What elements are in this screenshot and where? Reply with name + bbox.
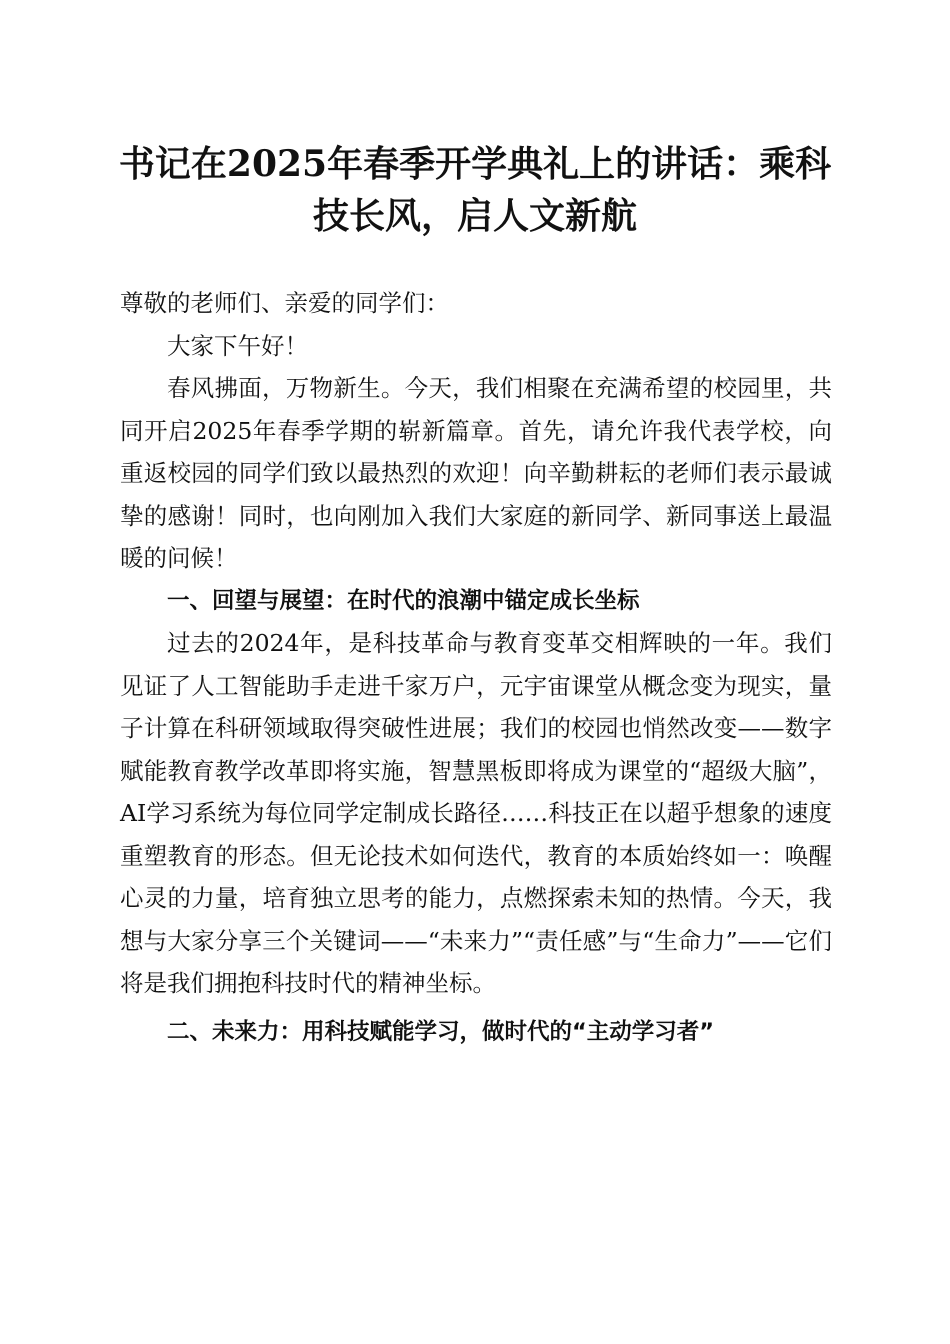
section-heading-1: 一、回望与展望：在时代的浪潮中锚定成长坐标 <box>167 587 640 614</box>
title-line-2: 技长风，启人文新航 <box>312 195 637 237</box>
salutation: 尊敬的老师们、亲爱的同学们： <box>120 289 449 317</box>
document-title <box>100 138 850 242</box>
greeting: 大家下午好！ <box>167 331 308 360</box>
title-line-1: 书记在2025年春季开学典礼上的讲话：乘科 <box>118 143 832 185</box>
paragraph-opening: 春风拂面，万物新生。今天，我们相聚在充满希望的校园里，共同开启2025年春季学期的崭新篇章。首先，请允许我代表学校，向重返校园的同学们致以最热烈的欢迎！向辛勤耕耘的老师们表示最诚挚的感谢！同时，也向刚加入我们大家庭的新同学、新同事送上最温暖的问候！ <box>120 374 832 572</box>
section-heading-2: 二、未来力：用科技赋能学习，做时代的“主动学习者” <box>167 1018 715 1045</box>
document-body <box>120 282 832 1053</box>
paragraph-section-1: 过去的2024年，是科技革命与教育变革交相辉映的一年。我们见证了人工智能助手走进千家万户，元宇宙课堂从概念变为现实，量子计算在科研领域取得突破性进展；我们的校园也悄然改变——数字赋能教育教学改革即将实施，智慧黑板即将成为课堂的“超级大脑”，AI学习系统为每位同学定制成长路径……科技正在以超乎想象的速度重塑教育的形态。但无论技术如何迭代，教育的本质始终如一：唤醒心灵的力量，培育独立思考的能力，点燃探索未知的热情。今天，我想与大家分享三个关键词——“未来力”“责任感”与“生命力”——它们将是我们拥抱科技时代的精神坐标。 <box>120 629 832 997</box>
